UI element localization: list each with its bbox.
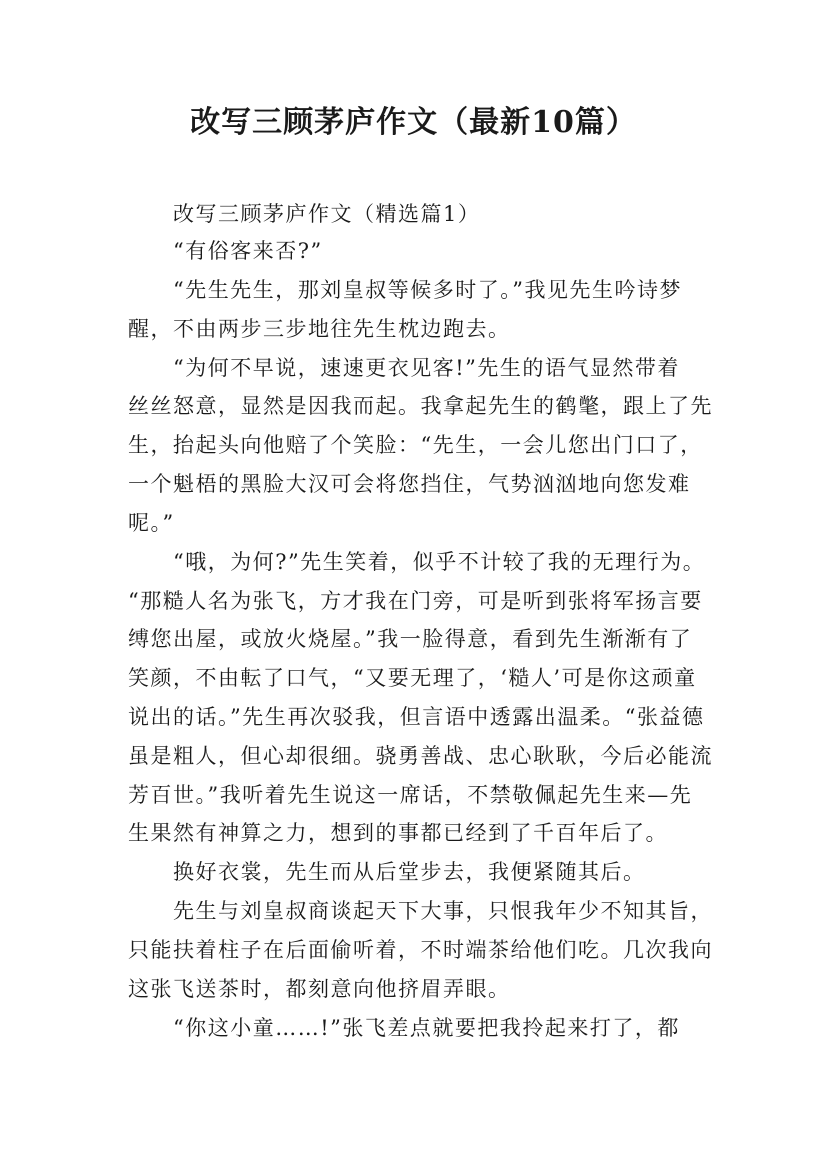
paragraph-line: 生，抬起头向他赔了个笑脸：“先生，一会儿您出门口了， bbox=[128, 433, 703, 457]
paragraph-line: 虽是粗人，但心却很细。骁勇善战、忠心耿耿，今后必能流 bbox=[128, 744, 713, 768]
paragraph-line: 一个魁梧的黑脸大汉可会将您挡住，气势汹汹地向您发难 bbox=[128, 472, 691, 496]
paragraph-line: “先生先生，那刘皇叔等候多时了。”我见先生吟诗梦 bbox=[173, 278, 682, 302]
paragraph-line: 这张飞送茶时，都刻意向他挤眉弄眼。 bbox=[128, 977, 511, 1001]
paragraph-line: “为何不早说，速速更衣见客!”先生的语气显然带着 bbox=[173, 356, 680, 380]
paragraph-line: “有俗客来否?” bbox=[173, 239, 323, 263]
paragraph-line: 醒，不由两步三步地往先生枕边跑去。 bbox=[128, 317, 511, 341]
paragraph-line: 生果然有神算之力，想到的事都已经到了千百年后了。 bbox=[128, 821, 668, 845]
section-heading: 改写三顾茅庐作文（精选篇1） bbox=[173, 202, 481, 226]
paragraph-line: “你这小童……!”张飞差点就要把我拎起来打了，都 bbox=[173, 1016, 680, 1040]
paragraph-line: 只能扶着柱子在后面偷听着，不时端茶给他们吃。几次我向 bbox=[128, 938, 713, 962]
document-title: 改写三顾茅庐作文（最新10篇） bbox=[190, 105, 637, 140]
paragraph-line: 笑颜，不由転了口气，“又要无理了，‘糙人’可是你这顽童 bbox=[128, 666, 697, 690]
paragraph-line: 说出的话。”先生再次驳我，但言语中透露出温柔。“张益德 bbox=[128, 705, 705, 729]
paragraph-line: 换好衣裳，先生而从后堂步去，我便紧随其后。 bbox=[173, 860, 646, 884]
paragraph-line: 呢。” bbox=[128, 511, 175, 535]
paragraph-line: 芳百世。”我听着先生说这一席话，不禁敬佩起先生来—先 bbox=[128, 783, 693, 807]
paragraph-line: 丝丝怒意，显然是因我而起。我拿起先生的鹤氅，跟上了先 bbox=[128, 394, 713, 418]
paragraph-line: 先生与刘皇叔商谈起天下大事，只恨我年少不知其旨， bbox=[173, 899, 713, 923]
paragraph-line: “哦，为何?”先生笑着，似乎不计较了我的无理行为。 bbox=[173, 550, 706, 574]
paragraph-line: 缚您出屋，或放火烧屋。”我一脸得意，看到先生渐渐有了 bbox=[128, 627, 693, 651]
paragraph-line: “那糙人名为张飞，方才我在门旁，可是听到张将军扬言要 bbox=[128, 589, 703, 613]
